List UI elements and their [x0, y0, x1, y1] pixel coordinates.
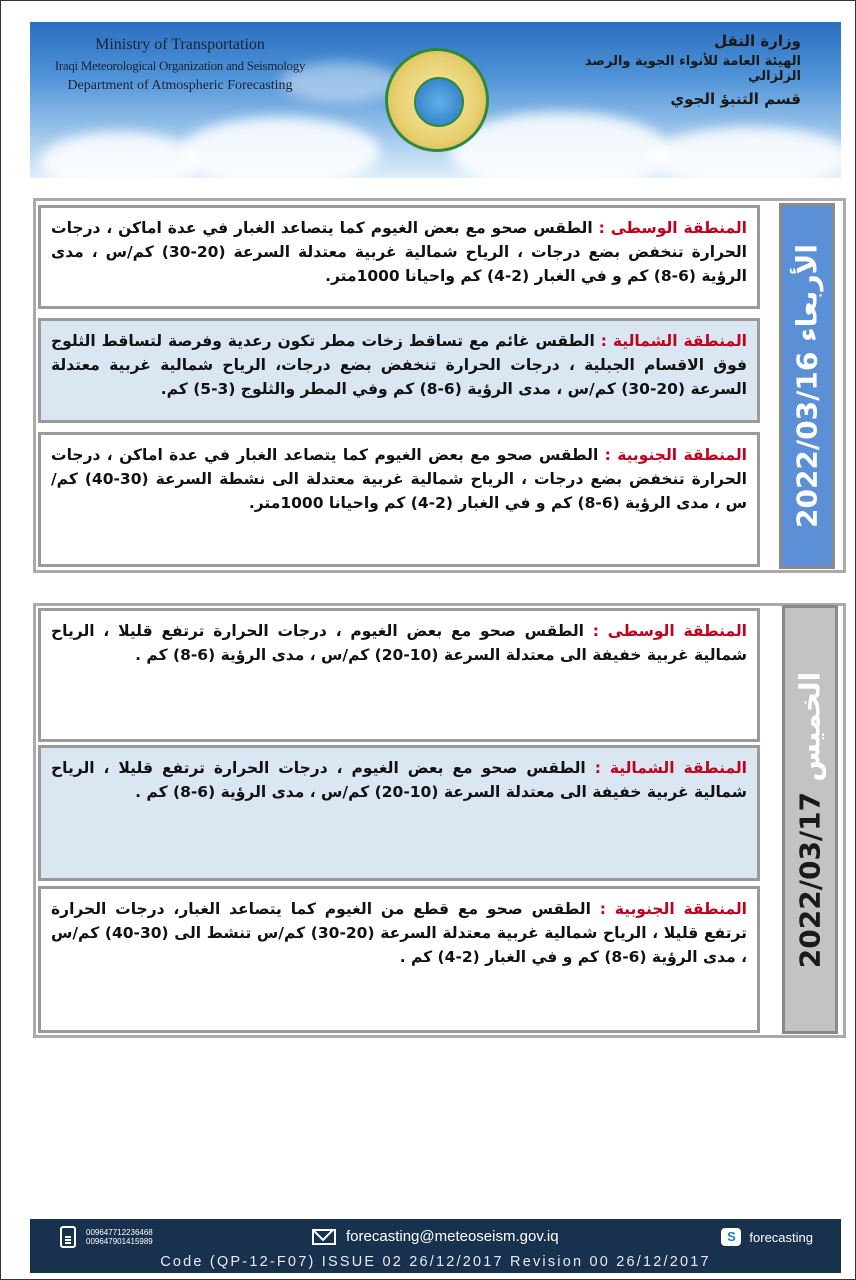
day2-weekday: الخميس [793, 671, 827, 782]
ministry-name-en: Ministry of Transportation [95, 36, 265, 53]
skype-handle[interactable]: forecasting [749, 1229, 813, 1245]
day1-weekday: الأربعاء [790, 243, 824, 342]
report-day1-southern [38, 432, 760, 567]
day2-date-tab [782, 605, 838, 1034]
phone-number-2: 009647901415989 [86, 1237, 153, 1246]
department-name-ar: قسم التنبؤ الجوي [670, 90, 801, 108]
footer-bar [30, 1219, 841, 1273]
day2-date: 2022/03/17 [793, 791, 827, 968]
organization-name-en: Iraqi Meteorological Organization and Seismology [54, 58, 306, 73]
ministry-name-ar: وزارة النقل [714, 32, 801, 50]
region-label: المنطقة الشمالية : [600, 332, 747, 350]
forecast-text: الطقس صحو مع بعض الغيوم ، درجات الحرارة ترتفع قليلا ، الرياح شمالية غربية خفيفة الى معتدلة السرعة (10-20) كم/س ، مدى الرؤية (6-8) كم . [51, 759, 747, 801]
department-name-en: Department of Atmospheric Forecasting [67, 78, 293, 93]
report-day2-southern [38, 886, 760, 1033]
region-label: المنطقة الجنوبية : [599, 900, 747, 918]
phone-number-1: 009647712236468 [86, 1228, 153, 1237]
forecast-text: الطقس صحو مع بعض الغيوم كما يتصاعد الغبار في عدة اماكن ، درجات الحرارة تنخفض بضع درجات ، الرياح شمالية غربية معتدلة الى نشطة السرعة (30-40) كم/س ، مدى الرؤية (6-8) كم و في الغبار (2-4) كم واحيانا 1000متر. [51, 446, 747, 512]
day1-date-tab [779, 203, 835, 569]
phone-icon [60, 1226, 76, 1248]
forecast-text: الطقس صحو مع قطع من الغيوم كما يتصاعد الغبار، درجات الحرارة ترتفع قليلا ، الرياح شمالية غربية معتدلة السرعة (20-30) كم/س تنشط الى (30-40) كم/س ، مدى الرؤية (6-8) كم و في الغبار (2-4) كم . [51, 900, 747, 966]
day1-date: 2022/03/16 [790, 351, 824, 529]
report-day1-northern [38, 318, 760, 423]
region-label: المنطقة الوسطى : [592, 622, 747, 640]
forecast-text: الطقس صحو مع بعض الغيوم كما يتصاعد الغبار في عدة اماكن ، درجات الحرارة تنخفض بضع درجات ، الرياح شمالية غربية معتدلة السرعة (20-30) كم/س ، مدى الرؤية (6-8) كم و في الغبار (2-4) كم واحيانا 1000متر. [51, 219, 747, 285]
meteorological-organization-logo-icon [385, 48, 489, 152]
footer-skype[interactable] [721, 1228, 813, 1246]
skype-icon: S [721, 1228, 741, 1246]
region-label: المنطقة الوسطى : [598, 219, 747, 237]
email-address[interactable]: forecasting@meteoseism.gov.iq [346, 1228, 559, 1245]
report-day1-central [38, 205, 760, 309]
letterhead-banner [30, 22, 841, 178]
region-label: المنطقة الجنوبية : [604, 446, 747, 464]
mail-icon [312, 1229, 336, 1245]
report-day2-central [38, 608, 760, 742]
header-english [30, 36, 330, 94]
organization-name-ar: الهيئة العامة للأنواء الجوية والرصد الزلزالي [584, 54, 801, 84]
region-label: المنطقة الشمالية : [594, 759, 747, 777]
forecast-text: الطقس غائم مع تساقط زخات مطر تكون رعدية وفرصة لتساقط الثلوج فوق الاقسام الجبلية ، درجات الحرارة تنخفض بضع درجات، الرياح شمالية غربية معتدلة السرعة (20-30) كم/س ، مدى الرؤية (6-8) كم وفي المطر والثلوج (3-5) كم. [51, 332, 747, 398]
footer-email[interactable] [312, 1228, 559, 1245]
forecast-text: الطقس صحو مع بعض الغيوم ، درجات الحرارة ترتفع قليلا ، الرياح شمالية غربية خفيفة الى معتدلة السرعة (10-20) كم/س ، مدى الرؤية (6-8) كم . [51, 622, 747, 664]
header-arabic [541, 32, 801, 108]
document-code: Code (QP-12-F07) ISSUE 02 26/12/2017 Revision 00 26/12/2017 [160, 1254, 711, 1270]
report-day2-northern [38, 745, 760, 881]
footer-phone [60, 1226, 153, 1248]
